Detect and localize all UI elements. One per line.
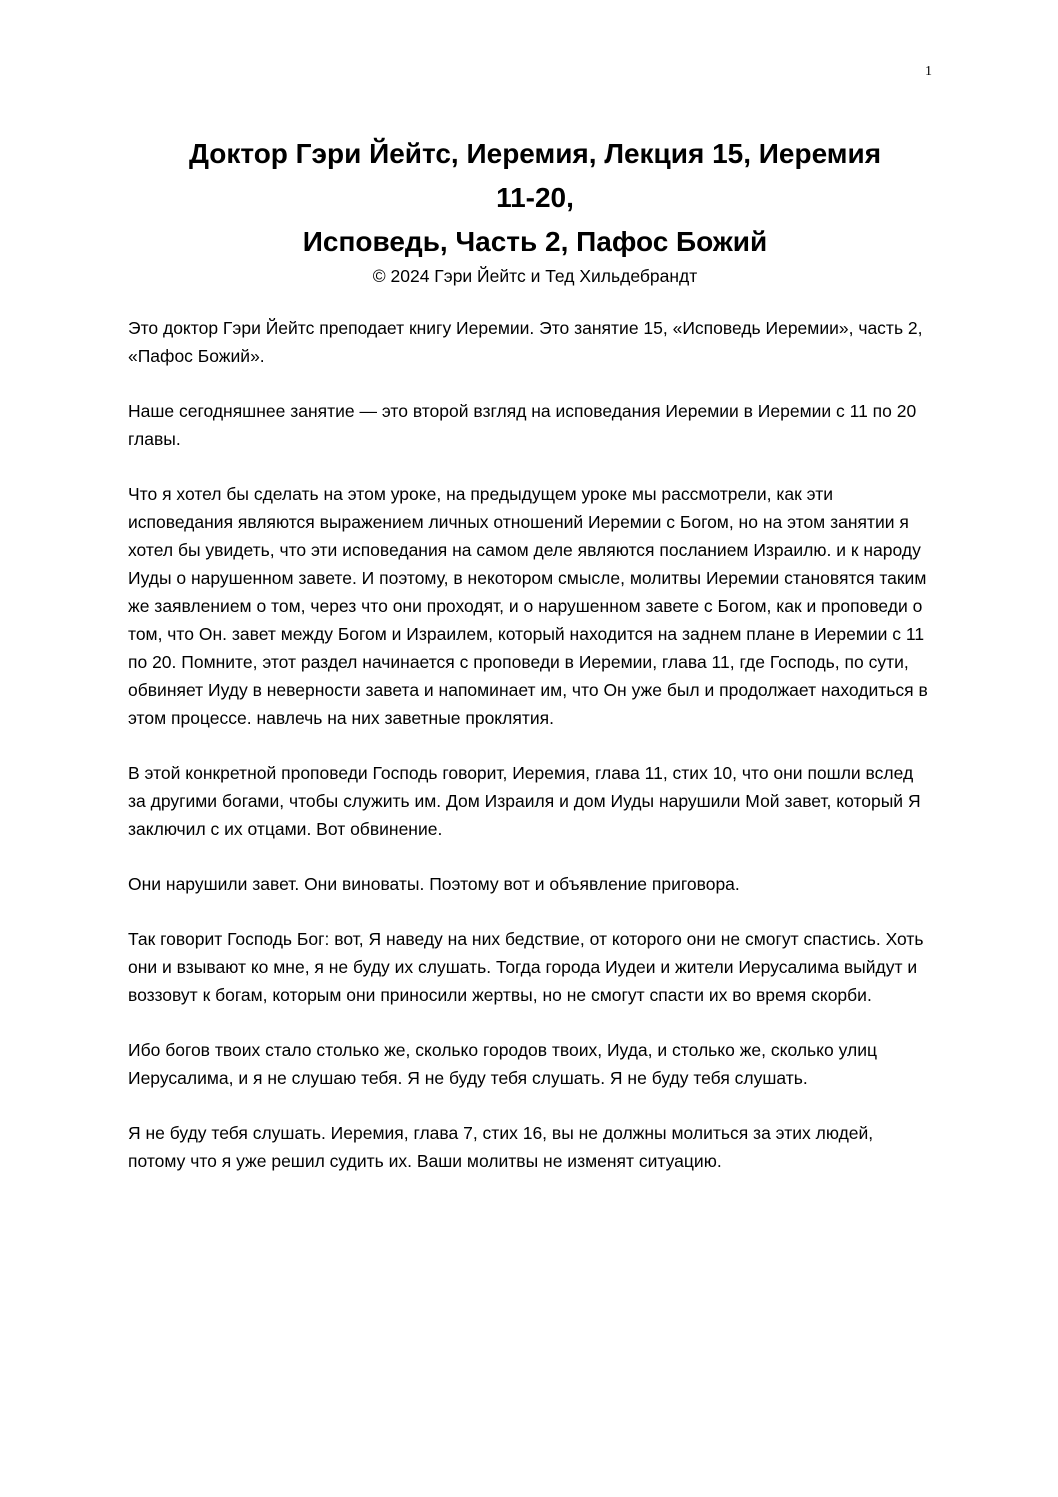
paragraph: Я не буду тебя слушать. Иеремия, глава 7, стих 16, вы не должны молиться за этих людей, потому что я уже решил судить их. Ваши молитвы не изменят ситуацию. [128,1123,874,1171]
paragraph: Ибо богов твоих стало столько же, сколько городов твоих, Иуда, и столько же, сколько улиц Иерусалима, и я не слушаю тебя. Я не буду тебя слушать. Я не буду тебя слушать. [128,1040,877,1088]
paragraph: Что я хотел бы сделать на этом уроке, на предыдущем уроке мы рассмотрели, как эти исповедания являются выражением личных отношений Иеремии с Богом, но на этом занятии я хотел бы увидеть, что эти исповедания на самом деле являются посланием Израилю. и к народу Иуды о нарушенном завете. И поэтому, в некотором смысле, молитвы Иеремии становятся таким же заявлением о том, через что они проходят, и о нарушенном завете с Богом, как и проповеди о том, что Он. завет между Богом и Израилем, который находится на заднем плане в Иеремии с 11 по 20. Помните, этот раздел начинается с проповеди в Иеремии, глава 11, где Господь, по сути, обвиняет Иуду в неверности завета и напоминает им, что Он уже был и продолжает находиться в этом процессе. навлечь на них заветные проклятия. [128,484,928,728]
paragraph: В этой конкретной проповеди Господь говорит, Иеремия, глава 11, стих 10, что они пошли вслед за другими богами, чтобы служить им. Дом Израиля и дом Иуды нарушили Мой завет, который Я заключил с их отцами. Вот обвинение. [128,763,921,839]
page-number: 1 [925,64,932,79]
copyright-notice: © 2024 Гэри Йейтс и Тед Хильдебрандт [372,266,698,286]
title-line: 11-20, [496,182,574,213]
title-line: Исповедь, Часть 2, Пафос Божий [302,226,768,257]
title-line: Доктор Гэри Йейтс, Иеремия, Лекция 15, Иеремия [188,138,882,169]
paragraph: Так говорит Господь Бог: вот, Я наведу на них бедствие, от которого они не смогут спастись. Хоть они и взывают ко мне, я не буду их слушать. Тогда города Иудеи и жители Иерусалима выйдут и воззовут к богам, которым они приносили жертвы, но не смогут спасти их во время скорби. [128,929,924,1005]
paragraph: Это доктор Гэри Йейтс преподает книгу Иеремии. Это занятие 15, «Исповедь Иеремии», часть 2, «Пафос Божий». [128,318,923,366]
paragraph: Они нарушили завет. Они виноваты. Поэтому вот и объявление приговора. [128,874,740,894]
paragraph: Наше сегодняшнее занятие — это второй взгляд на исповедания Иеремии в Иеремии с 11 по 20 главы. [128,401,917,449]
document-body [128,314,928,1202]
document-header [110,132,960,288]
page-title [110,132,960,264]
